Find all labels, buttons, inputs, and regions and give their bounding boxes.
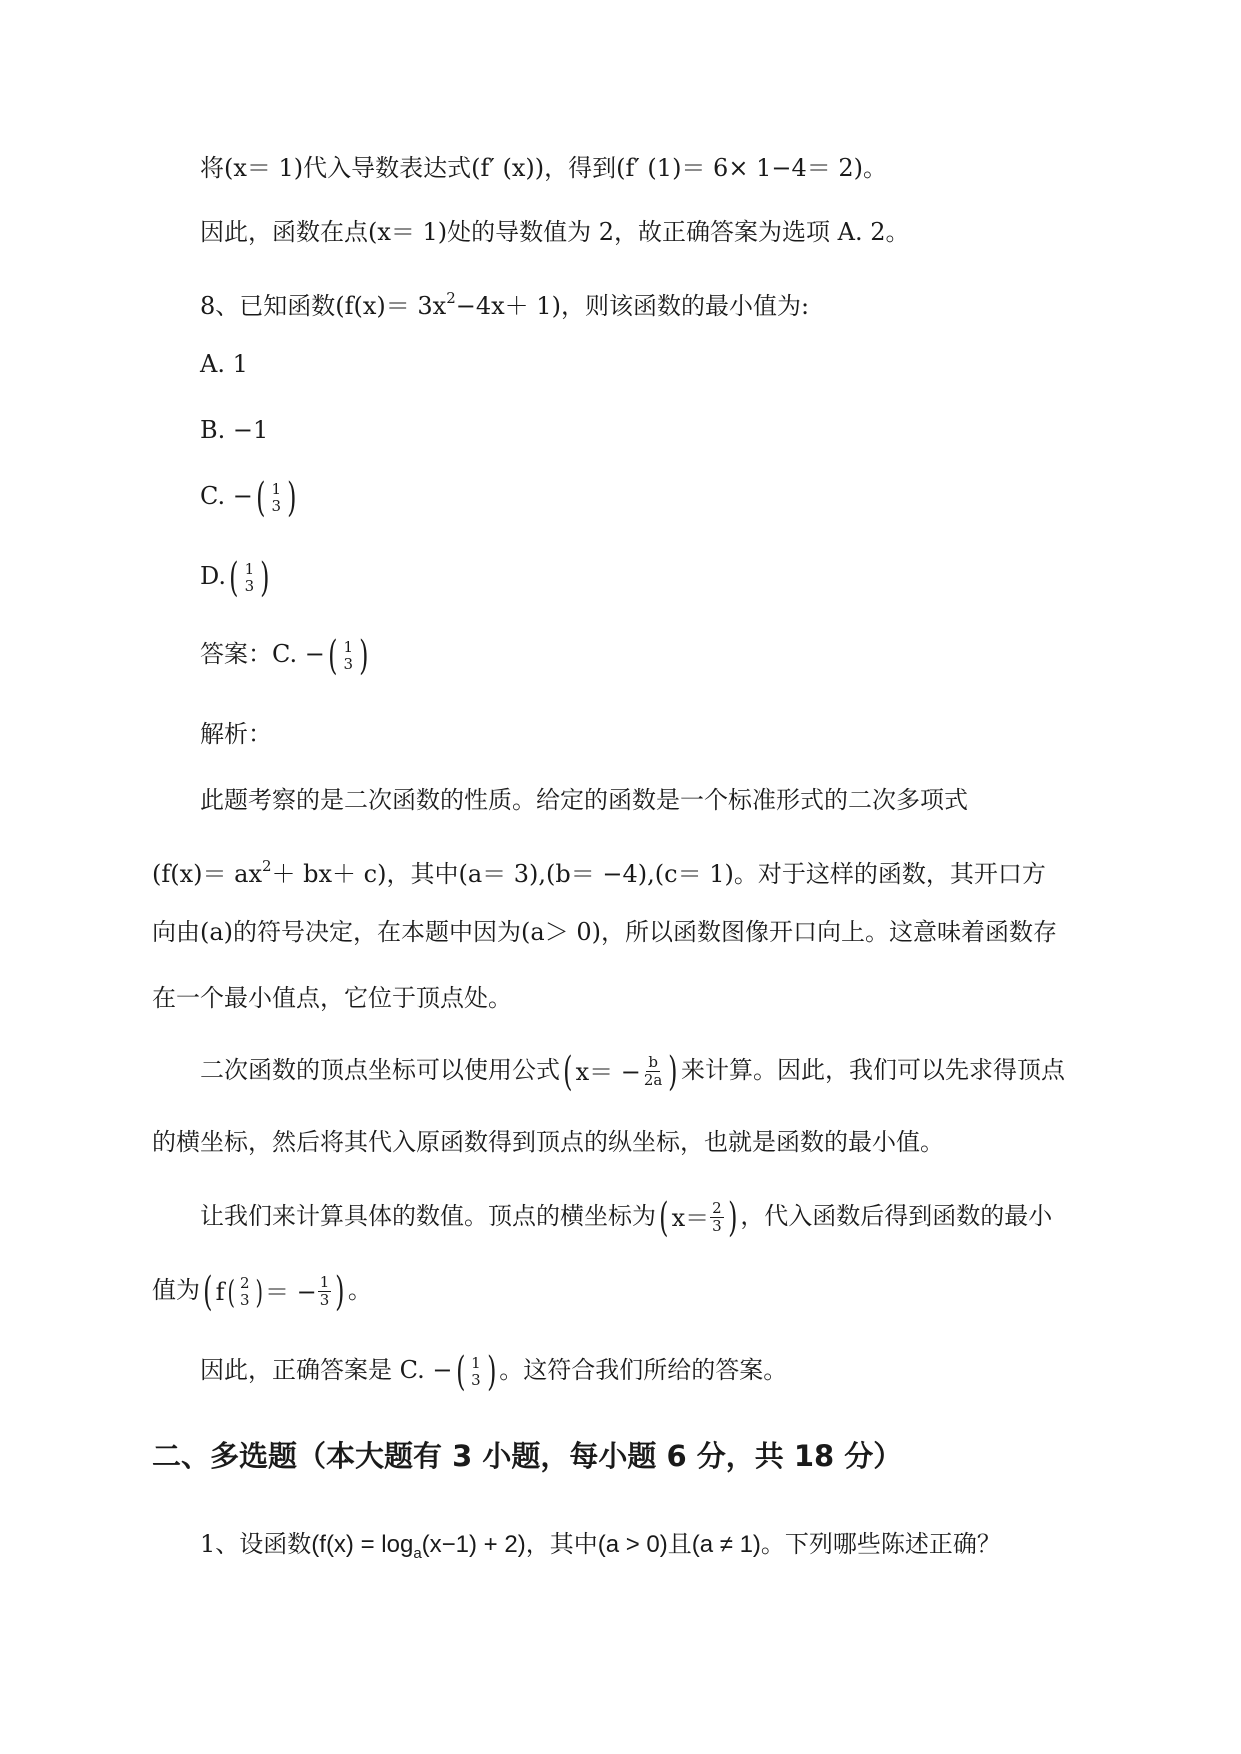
para4-fraction: ( 1 3 ) xyxy=(455,1348,497,1395)
para1-line2-text-b: ＋ bx＋ c)，其中(a＝ 3),(b＝ −4),(c＝ 1)。对于这样的函数，其开口方 xyxy=(271,860,1046,888)
option-c xyxy=(200,474,300,521)
minimum-value-expr: ( f ( 2 3 ) ＝ − $\frac{1}{3}$ ) xyxy=(203,1268,345,1315)
analysis-para3-line2 xyxy=(152,1268,372,1315)
answer-line xyxy=(200,632,372,679)
answer-fraction: ( 1 3 ) xyxy=(327,632,369,679)
analysis-para3-line1 xyxy=(200,1194,1053,1241)
option-d-fraction: ( 1 3 ) xyxy=(229,554,270,601)
question-8-exponent: 2 xyxy=(446,289,456,307)
analysis-label: 解析： xyxy=(200,720,272,748)
question-8-stem xyxy=(200,278,809,326)
para1-line2-exponent: 2 xyxy=(261,857,272,875)
mq1-text-g: 。下列哪些陈述正确？ xyxy=(760,1530,1001,1558)
option-b: B. −1 xyxy=(200,416,269,444)
section-heading-multiple-choice: 二、多选题（本大题有 3 小题，每小题 6 分，共 18 分） xyxy=(152,1439,903,1473)
min-f: f xyxy=(215,1277,225,1306)
para3-line2-text-b: 。 xyxy=(347,1276,372,1304)
option-d xyxy=(200,554,273,601)
vertex-formula-lhs: x＝ − xyxy=(575,1057,641,1086)
answer-prefix: 答案：C. − xyxy=(200,640,325,668)
para1-line2-text-a: (f(x)＝ ax xyxy=(152,860,262,888)
para2-text-a: 二次函数的顶点坐标可以使用公式 xyxy=(200,1056,560,1084)
option-c-prefix: C. − xyxy=(200,482,253,510)
vertex-x-lhs: x＝ xyxy=(671,1203,710,1232)
option-a: A. 1 xyxy=(200,350,248,378)
para4-text-b: 。这符合我们所给的答案。 xyxy=(499,1356,788,1384)
analysis-para1-line3: 向由(a)的符号决定，在本题中因为(a＞ 0)，所以函数图像开口向上。这意味着函数存 xyxy=(152,918,1057,946)
option-c-fraction: ( 1 3 ) xyxy=(255,474,297,521)
mq1-text-a: 1、设函数 xyxy=(200,1530,312,1558)
derivative-conclusion-line: 因此，函数在点(x＝ 1)处的导数值为 2，故正确答案为选项 A. 2。 xyxy=(200,218,910,246)
mq1-function: (f(x) = log xyxy=(311,1531,414,1558)
para4-text-a: 因此，正确答案是 C. − xyxy=(200,1356,453,1384)
para2-text-b: 来计算。因此，我们可以先求得顶点 xyxy=(681,1056,1065,1084)
derivative-substitution-line: 将(x＝ 1)代入导数表达式(f′ (x))，得到(f′ (1)＝ 6× 1−4＝ 2)。 xyxy=(200,154,887,182)
question-8-text-b: −4x＋ 1)，则该函数的最小值为: xyxy=(455,292,810,320)
mq1-function-tail: (x−1) + 2) xyxy=(421,1531,526,1558)
multi-question-1 xyxy=(200,1524,1001,1574)
analysis-para2-line2: 的横坐标，然后将其代入原函数得到顶点的纵坐标，也就是函数的最小值。 xyxy=(152,1128,944,1156)
mq1-condition-2: (a ≠ 1) xyxy=(691,1531,761,1558)
question-8-text-a: 8、已知函数(f(x)＝ 3x xyxy=(200,292,447,320)
analysis-para1-line4: 在一个最小值点，它位于顶点处。 xyxy=(152,984,512,1012)
para3-line2-text-a: 值为 xyxy=(152,1276,200,1304)
vertex-formula: ( x＝ − $\frac{b}{2a}$ ) xyxy=(563,1048,678,1095)
analysis-para1-line1: 此题考察的是二次函数的性质。给定的函数是一个标准形式的二次多项式 xyxy=(200,786,968,814)
para3-text-b: ，代入函数后得到函数的最小 xyxy=(740,1202,1053,1230)
mq1-condition-1: (a > 0) xyxy=(597,1531,668,1558)
para3-text-a: 让我们来计算具体的数值。顶点的横坐标为 xyxy=(200,1202,656,1230)
mq1-text-b: ，其中 xyxy=(525,1530,598,1558)
analysis-para2-line1 xyxy=(200,1048,1065,1095)
min-eq: ＝ − xyxy=(265,1277,317,1306)
analysis-para1-line2 xyxy=(152,846,1046,894)
mq1-text-d: 且 xyxy=(667,1530,692,1558)
analysis-para4 xyxy=(200,1348,788,1395)
option-d-prefix: D. xyxy=(200,562,227,590)
vertex-x-value: ( x＝ $\frac{2}{3}$ ) xyxy=(659,1194,738,1241)
mq1-log-base: a xyxy=(413,1545,422,1562)
